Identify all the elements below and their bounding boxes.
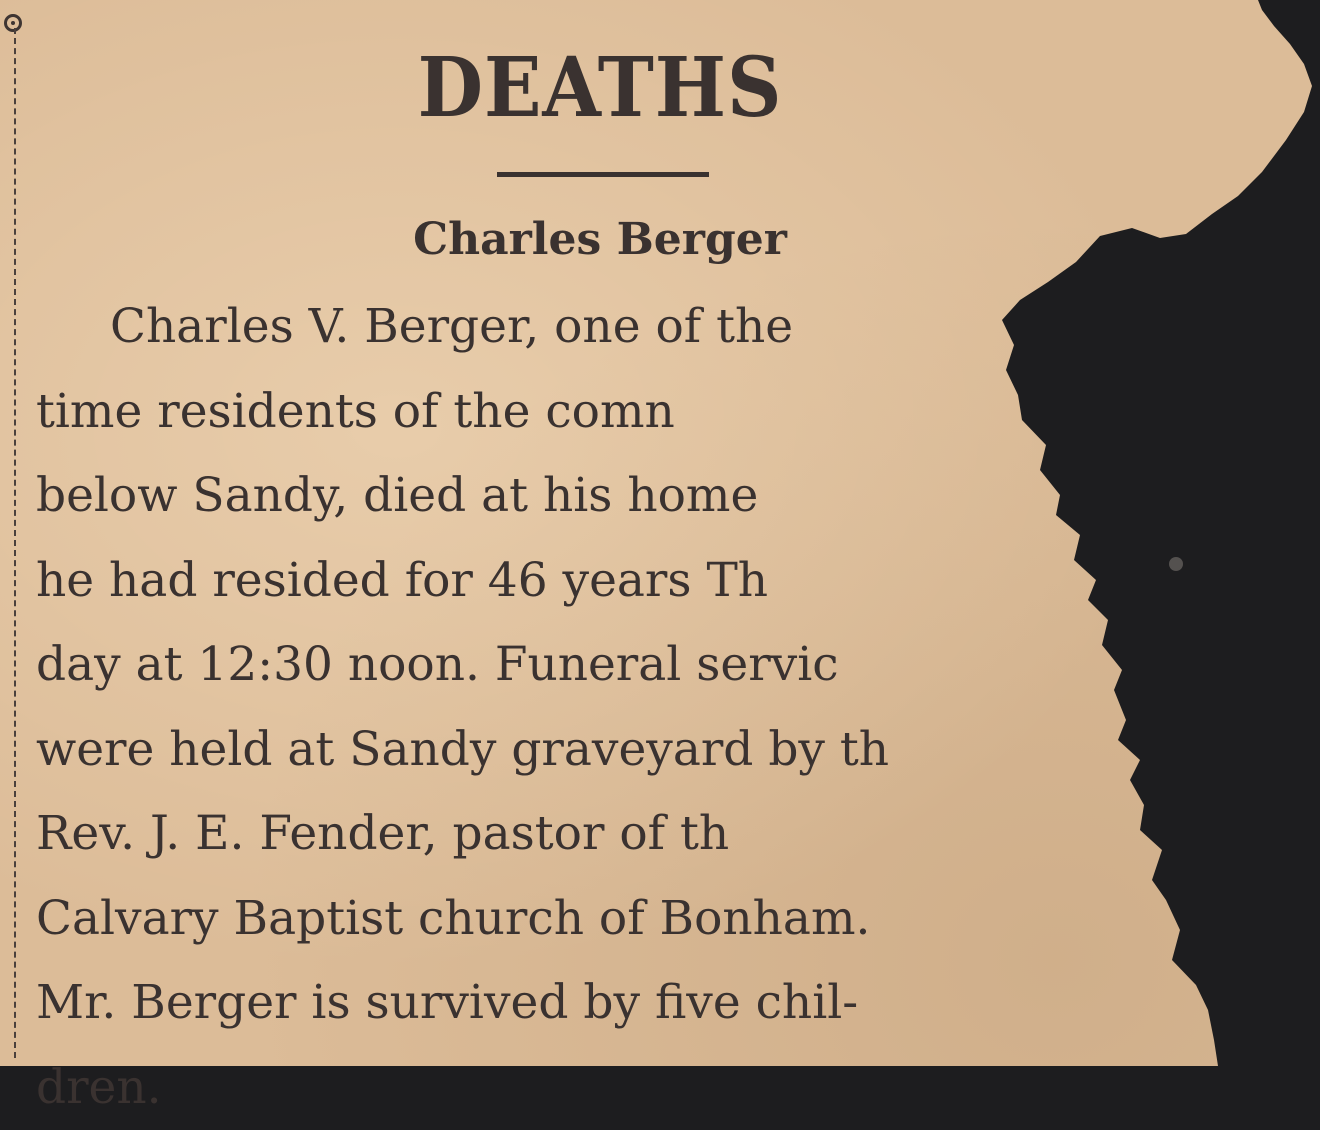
article-body bbox=[36, 285, 1186, 1130]
body-line-7: Rev. J. E. Fender, pastor of th bbox=[36, 792, 1186, 877]
column-rule-ornament-icon bbox=[4, 14, 22, 32]
body-line-9: Mr. Berger is survived by five chil- bbox=[36, 961, 1186, 1046]
body-line-3: below Sandy, died at his home bbox=[36, 454, 1186, 539]
article-headline: Charles Berger bbox=[290, 208, 910, 272]
body-line-8: Calvary Baptist church of Bonham. bbox=[36, 877, 1186, 962]
body-line-5: day at 12:30 noon. Funeral servic bbox=[36, 623, 1186, 708]
body-line-10: dren. bbox=[36, 1046, 1186, 1130]
section-title: DEATHS bbox=[315, 38, 885, 138]
body-line-1: Charles V. Berger, one of the bbox=[36, 285, 1186, 370]
body-line-6: were held at Sandy graveyard by th bbox=[36, 708, 1186, 793]
body-line-4: he had resided for 46 years Th bbox=[36, 539, 1186, 624]
title-divider bbox=[497, 172, 709, 177]
body-line-2: time residents of the comn bbox=[36, 370, 1186, 455]
column-rule bbox=[14, 28, 16, 1058]
